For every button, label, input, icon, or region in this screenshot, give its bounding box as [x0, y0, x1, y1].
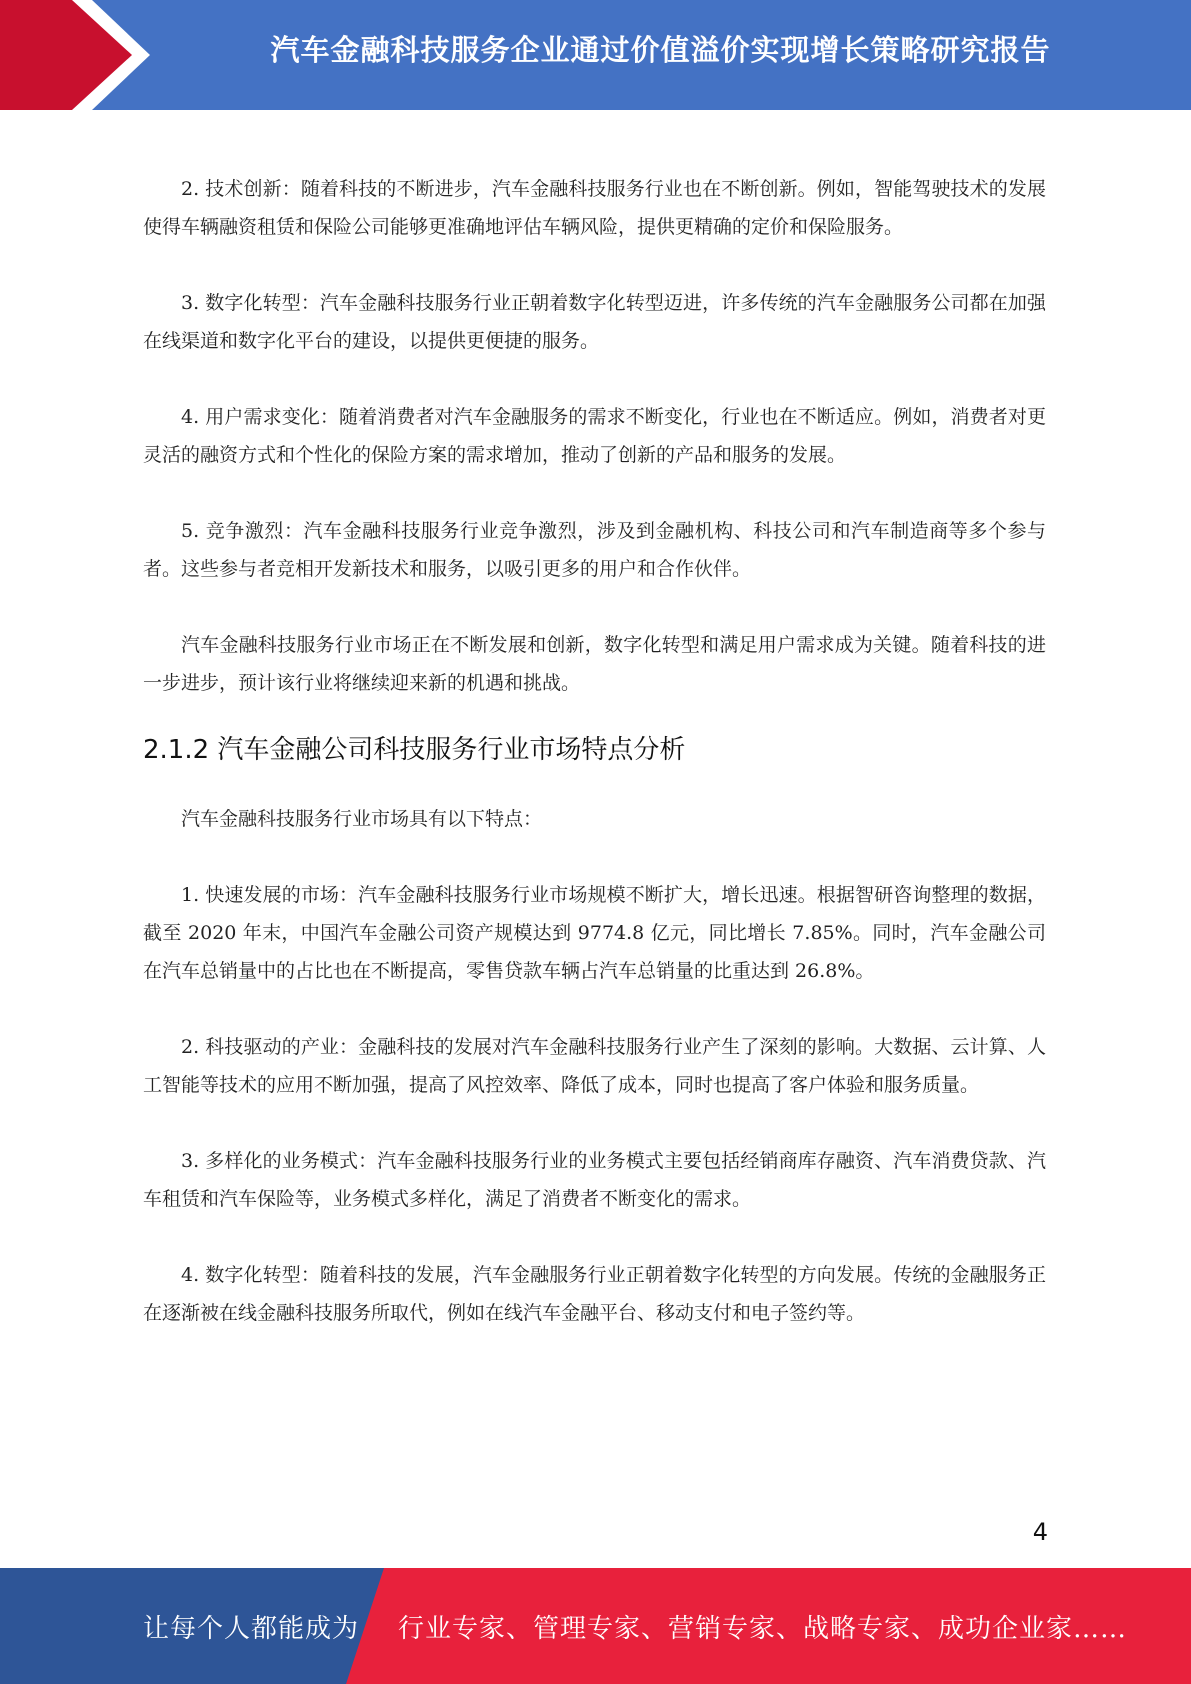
paragraph-tech-innovation: 2. 技术创新：随着科技的不断进步，汽车金融科技服务行业也在不断创新。例如，智能驾驶技术的发展使得车辆融资租赁和保险公司能够更准确地评估车辆风险，提供更精确的定价和保险服务。	[143, 178, 1046, 238]
paragraph-summary: 汽车金融科技服务行业市场正在不断发展和创新，数字化转型和满足用户需求成为关键。随着科技的进一步进步，预计该行业将继续迎来新的机遇和挑战。	[143, 634, 1046, 694]
paragraph-competition: 5. 竞争激烈：汽车金融科技服务行业竞争激烈，涉及到金融机构、科技公司和汽车制造商等多个参与者。这些参与者竞相开发新技术和服务，以吸引更多的用户和合作伙伴。	[143, 520, 1046, 580]
paragraph-fast-growth: 1. 快速发展的市场：汽车金融科技服务行业市场规模不断扩大，增长迅速。根据智研咨询整理的数据，截至 2020 年末，中国汽车金融公司资产规模达到 9774.8 亿元，同比增长 7.85%。同时，汽车金融公司在汽车总销量中的占比也在不断提高，零售贷款车辆占汽车总销量的比重达到 26.8%。	[143, 884, 1046, 982]
paragraph-tech-driven: 2. 科技驱动的产业：金融科技的发展对汽车金融科技服务行业产生了深刻的影响。大数据、云计算、人工智能等技术的应用不断加强，提高了风控效率、降低了成本，同时也提高了客户体验和服务质量。	[143, 1036, 1046, 1096]
footer-slogan-left: 让每个人都能成为	[143, 1614, 360, 1644]
paragraph-user-demand: 4. 用户需求变化：随着消费者对汽车金融服务的需求不断变化，行业也在不断适应。例如，消费者对更灵活的融资方式和个性化的保险方案的需求增加，推动了创新的产品和服务的发展。	[143, 406, 1046, 466]
paragraph-intro: 汽车金融科技服务行业市场具有以下特点：	[181, 808, 543, 830]
page-content	[143, 170, 1046, 1370]
footer-banner	[0, 1568, 1191, 1684]
page-number: 4	[1032, 1518, 1048, 1546]
paragraph-digital-shift: 4. 数字化转型：随着科技的发展，汽车金融服务行业正朝着数字化转型的方向发展。传统的金融服务正在逐渐被在线金融科技服务所取代，例如在线汽车金融平台、移动支付和电子签约等。	[143, 1264, 1046, 1324]
header-banner	[0, 0, 1191, 110]
section-heading: 2.1.2 汽车金融公司科技服务行业市场特点分析	[143, 735, 686, 765]
paragraph-business-models: 3. 多样化的业务模式：汽车金融科技服务行业的业务模式主要包括经销商库存融资、汽车消费贷款、汽车租赁和汽车保险等，业务模式多样化，满足了消费者不断变化的需求。	[143, 1150, 1046, 1210]
paragraph-digital-transformation: 3. 数字化转型：汽车金融科技服务行业正朝着数字化转型迈进，许多传统的汽车金融服务公司都在加强在线渠道和数字化平台的建设，以提供更便捷的服务。	[143, 292, 1046, 352]
footer-slogan-right: 行业专家、管理专家、营销专家、战略专家、成功企业家……	[398, 1614, 1128, 1644]
header-title: 汽车金融科技服务企业通过价值溢价实现增长策略研究报告	[270, 33, 1051, 67]
